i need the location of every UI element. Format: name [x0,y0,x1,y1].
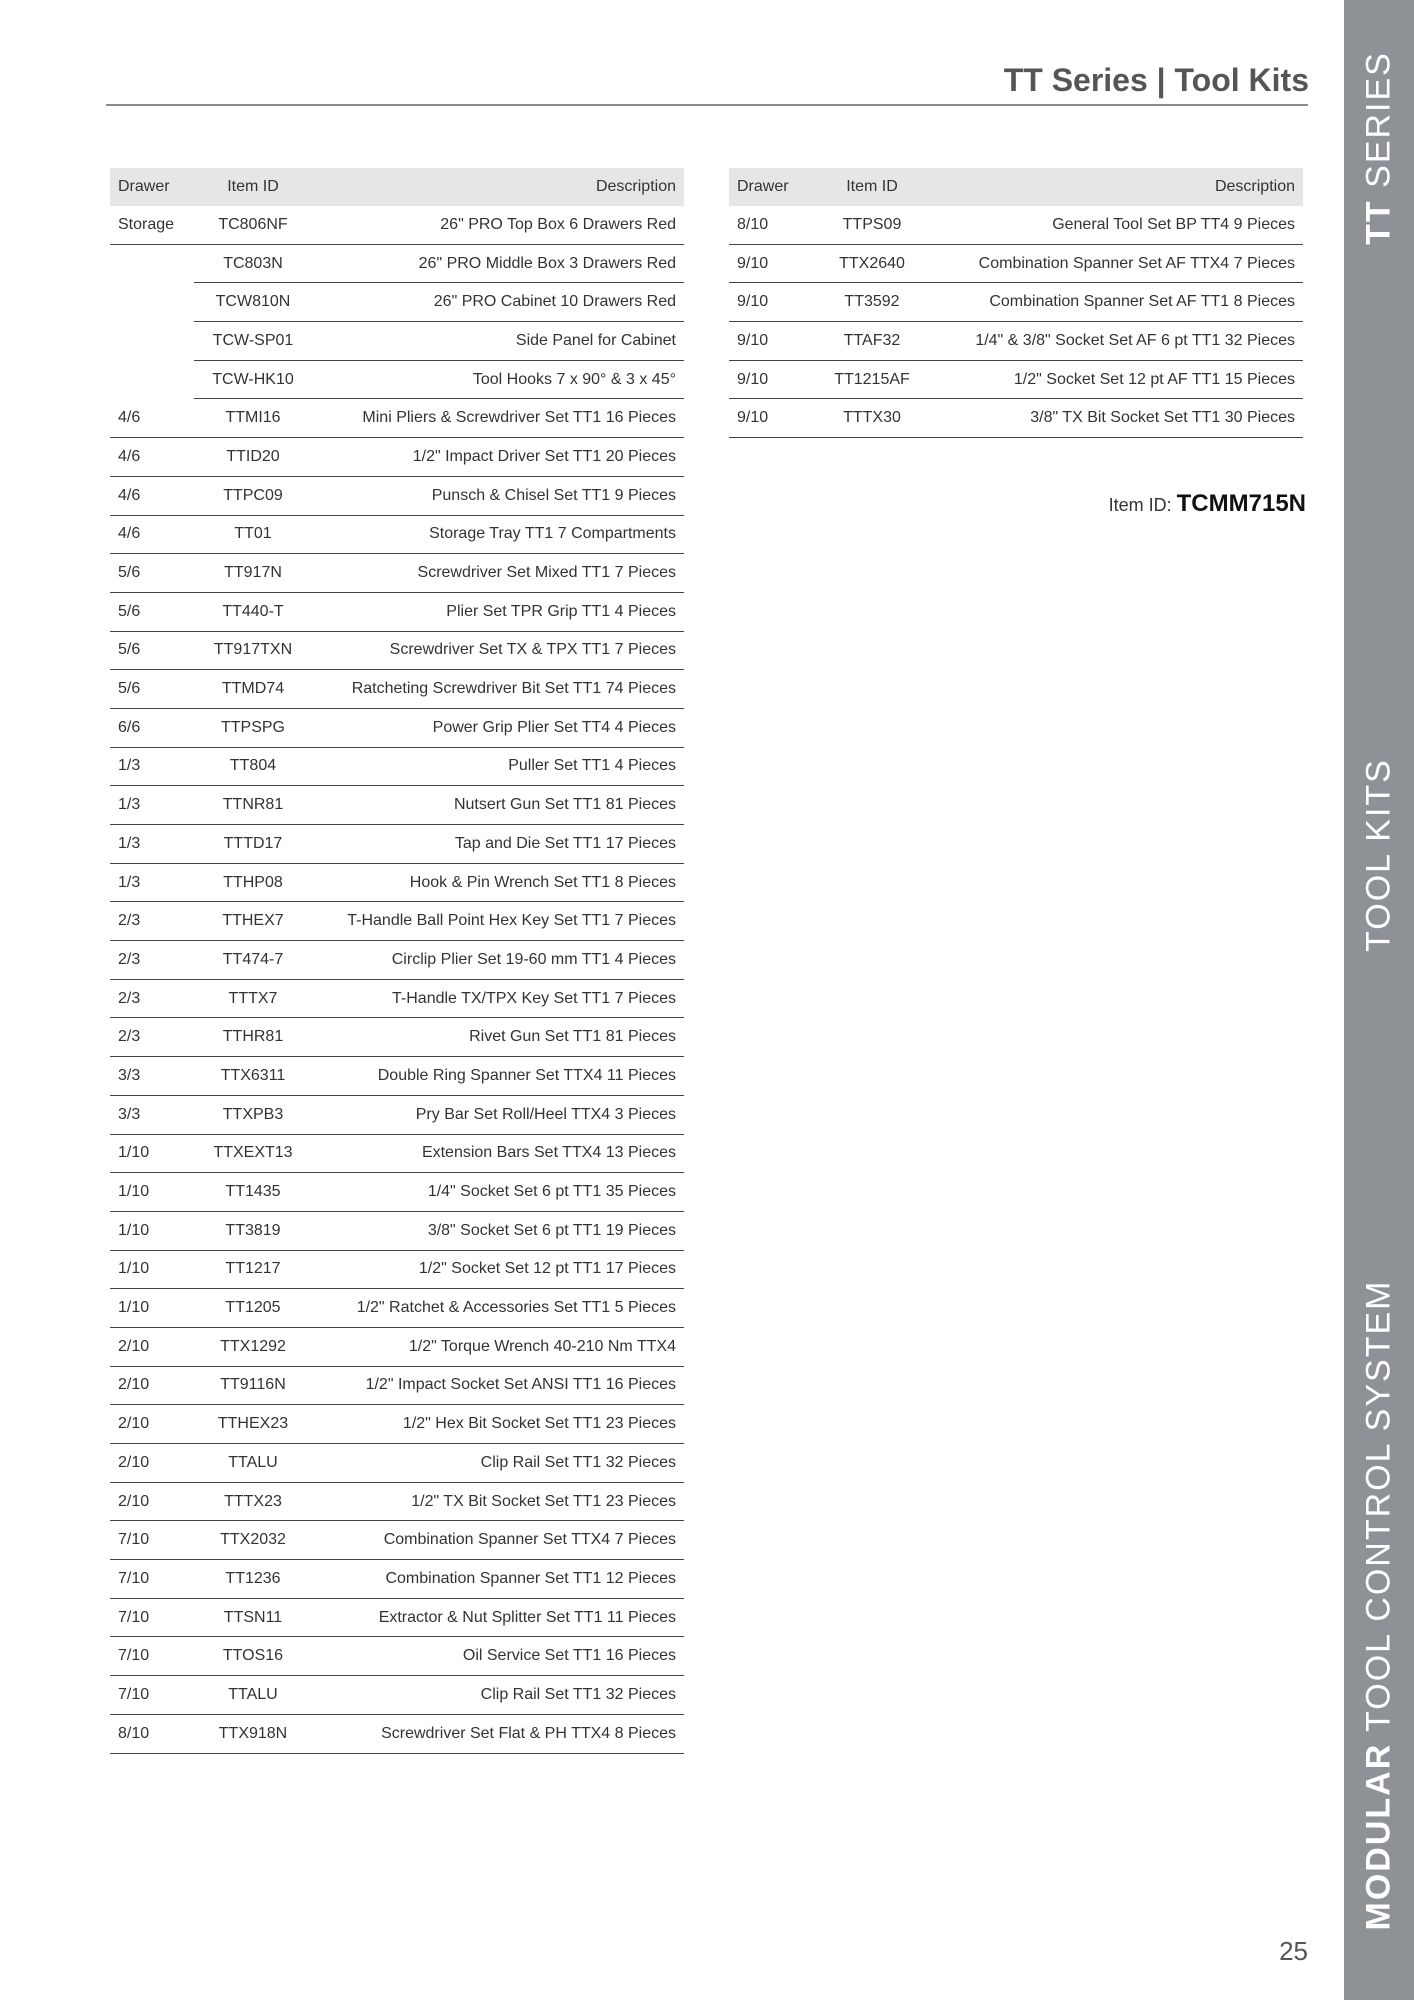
table-row [729,206,1303,244]
cell-drawer [110,360,194,399]
sidebar-system-label [1360,1280,1399,1931]
table-header-row [110,168,684,206]
cell-description: 1/2" Ratchet & Accessories Set TT1 5 Pieces [312,1289,684,1328]
cell-item-id: TTX2640 [813,244,931,283]
cell-drawer [110,322,194,361]
cell-item-id: TTMI16 [194,399,312,438]
table-row [110,283,684,322]
cell-drawer: 3/3 [110,1057,194,1096]
cell-drawer: 6/6 [110,708,194,747]
cell-item-id: TTALU [194,1676,312,1715]
cell-description: 26" PRO Top Box 6 Drawers Red [312,206,684,244]
cell-drawer: 5/6 [110,670,194,709]
column-header-drawer: Drawer [729,168,813,206]
cell-item-id: TT1215AF [813,360,931,399]
table-row [110,786,684,825]
cell-drawer: 1/10 [110,1173,194,1212]
cell-drawer: 5/6 [110,631,194,670]
cell-item-id: TTMD74 [194,670,312,709]
table-row [110,1134,684,1173]
cell-drawer: 1/10 [110,1211,194,1250]
cell-drawer: 2/10 [110,1444,194,1483]
table-row [110,1366,684,1405]
cell-description: Pry Bar Set Roll/Heel TTX4 3 Pieces [312,1095,684,1134]
cell-drawer: 7/10 [110,1521,194,1560]
cell-description: Combination Spanner Set TTX4 7 Pieces [312,1521,684,1560]
table-row [110,631,684,670]
cell-drawer: 5/6 [110,592,194,631]
cell-drawer: 4/6 [110,438,194,477]
sidebar-system-rest: TOOL CONTROL SYSTEM [1359,1279,1398,1732]
cell-description: Hook & Pin Wrench Set TT1 8 Pieces [312,863,684,902]
table-row [729,399,1303,438]
column-header-item-id: Item ID [813,168,931,206]
kit-item-id [1109,490,1306,518]
cell-description: 3/8" Socket Set 6 pt TT1 19 Pieces [312,1211,684,1250]
cell-item-id: TTALU [194,1444,312,1483]
cell-item-id: TTHEX23 [194,1405,312,1444]
table-row [110,941,684,980]
cell-drawer: 2/3 [110,1018,194,1057]
cell-description: 3/8" TX Bit Socket Set TT1 30 Pieces [931,399,1303,438]
cell-item-id: TT01 [194,515,312,554]
cell-item-id: TT1236 [194,1560,312,1599]
cell-item-id: TTOS16 [194,1637,312,1676]
cell-item-id: TT3819 [194,1211,312,1250]
cell-drawer: 2/3 [110,902,194,941]
cell-item-id: TT1217 [194,1250,312,1289]
table-row [110,515,684,554]
cell-drawer [110,244,194,283]
table-row [110,1637,684,1676]
cell-drawer: 7/10 [110,1560,194,1599]
table-row [110,747,684,786]
sidebar-band [1344,0,1414,2000]
cell-item-id: TTSN11 [194,1598,312,1637]
table-row [110,1676,684,1715]
cell-description: 1/4" Socket Set 6 pt TT1 35 Pieces [312,1173,684,1212]
cell-description: Power Grip Plier Set TT4 4 Pieces [312,708,684,747]
cell-drawer: 7/10 [110,1637,194,1676]
cell-drawer: 1/10 [110,1134,194,1173]
cell-item-id: TTPC09 [194,476,312,515]
table-row [729,360,1303,399]
cell-item-id: TTXPB3 [194,1095,312,1134]
cell-drawer: 9/10 [729,283,813,322]
table-row [110,979,684,1018]
cell-item-id: TT474-7 [194,941,312,980]
cell-description: 1/4" & 3/8" Socket Set AF 6 pt TT1 32 Pieces [931,322,1303,361]
cell-drawer: 2/3 [110,979,194,1018]
cell-description: T-Handle TX/TPX Key Set TT1 7 Pieces [312,979,684,1018]
cell-description: 1/2" Impact Driver Set TT1 20 Pieces [312,438,684,477]
table-row [110,244,684,283]
table-row [729,244,1303,283]
cell-drawer: 7/10 [110,1676,194,1715]
cell-item-id: TTPSPG [194,708,312,747]
table-row [110,360,684,399]
cell-item-id: TTHR81 [194,1018,312,1057]
cell-drawer: 1/3 [110,825,194,864]
cell-drawer: 9/10 [729,399,813,438]
cell-description: Combination Spanner Set AF TT1 8 Pieces [931,283,1303,322]
cell-description: Nutsert Gun Set TT1 81 Pieces [312,786,684,825]
table-row [110,1018,684,1057]
cell-description: 1/2" Torque Wrench 40-210 Nm TTX4 [312,1327,684,1366]
table-row [110,1057,684,1096]
cell-description: 1/2" Socket Set 12 pt AF TT1 15 Pieces [931,360,1303,399]
table-row [110,1095,684,1134]
cell-item-id: TCW810N [194,283,312,322]
cell-description: Extension Bars Set TTX4 13 Pieces [312,1134,684,1173]
table-row [110,1598,684,1637]
header-divider [106,104,1308,106]
table-row [110,902,684,941]
column-header-description: Description [931,168,1303,206]
cell-description: Tool Hooks 7 x 90° & 3 x 45° [312,360,684,399]
cell-description: Combination Spanner Set TT1 12 Pieces [312,1560,684,1599]
cell-description: Screwdriver Set TX & TPX TT1 7 Pieces [312,631,684,670]
cell-description: Ratcheting Screwdriver Bit Set TT1 74 Pieces [312,670,684,709]
cell-item-id: TTTX30 [813,399,931,438]
cell-drawer: 1/3 [110,863,194,902]
cell-item-id: TTTD17 [194,825,312,864]
cell-description: 26" PRO Middle Box 3 Drawers Red [312,244,684,283]
cell-drawer: 1/10 [110,1289,194,1328]
cell-drawer: 3/3 [110,1095,194,1134]
cell-drawer: 5/6 [110,554,194,593]
table-row [110,1289,684,1328]
cell-item-id: TT3592 [813,283,931,322]
cell-description: Side Panel for Cabinet [312,322,684,361]
cell-description: 1/2" Socket Set 12 pt TT1 17 Pieces [312,1250,684,1289]
page-title: TT Series | Tool Kits [1003,62,1309,98]
cell-description: 1/2" Impact Socket Set ANSI TT1 16 Pieces [312,1366,684,1405]
cell-item-id: TTHEX7 [194,902,312,941]
cell-description: Storage Tray TT1 7 Compartments [312,515,684,554]
cell-item-id: TT917TXN [194,631,312,670]
sidebar-section-label: TOOL KITS [1359,758,1398,952]
cell-drawer: 4/6 [110,399,194,438]
sidebar-system-bold: MODULAR [1359,1742,1398,1931]
cell-drawer: 9/10 [729,322,813,361]
cell-description: Tap and Die Set TT1 17 Pieces [312,825,684,864]
cell-description: 26" PRO Cabinet 10 Drawers Red [312,283,684,322]
cell-drawer: 2/10 [110,1366,194,1405]
cell-description: 1/2" Hex Bit Socket Set TT1 23 Pieces [312,1405,684,1444]
cell-drawer: 8/10 [729,206,813,244]
cell-item-id: TTX918N [194,1714,312,1753]
table-row [110,1211,684,1250]
cell-drawer: 9/10 [729,244,813,283]
cell-description: General Tool Set BP TT4 9 Pieces [931,206,1303,244]
table-row [110,1250,684,1289]
cell-item-id: TTNR81 [194,786,312,825]
cell-description: Extractor & Nut Splitter Set TT1 11 Pieces [312,1598,684,1637]
cell-item-id: TTX6311 [194,1057,312,1096]
cell-item-id: TTXEXT13 [194,1134,312,1173]
cell-description: Puller Set TT1 4 Pieces [312,747,684,786]
cell-drawer: 2/10 [110,1327,194,1366]
cell-item-id: TC803N [194,244,312,283]
cell-drawer: 4/6 [110,515,194,554]
kit-item-id-value: TCMM715N [1176,490,1306,517]
table-row [110,1521,684,1560]
table-row [110,476,684,515]
sidebar-series-label [1360,51,1399,245]
table-row [110,554,684,593]
cell-drawer: 2/10 [110,1482,194,1521]
table-row [110,670,684,709]
cell-item-id: TCW-HK10 [194,360,312,399]
cell-item-id: TTTX7 [194,979,312,1018]
cell-description: Clip Rail Set TT1 32 Pieces [312,1676,684,1715]
cell-item-id: TT1205 [194,1289,312,1328]
cell-item-id: TTX2032 [194,1521,312,1560]
table-row [110,1714,684,1753]
left-parts-table [110,168,684,1754]
table-row [110,863,684,902]
table-row [110,399,684,438]
table-row [110,1173,684,1212]
sidebar-series-bold: TT [1359,199,1398,245]
cell-item-id: TCW-SP01 [194,322,312,361]
table-row [110,1405,684,1444]
cell-drawer: Storage [110,206,194,244]
column-header-description: Description [312,168,684,206]
cell-description: Circlip Plier Set 19-60 mm TT1 4 Pieces [312,941,684,980]
table-row [110,322,684,361]
cell-description: Rivet Gun Set TT1 81 Pieces [312,1018,684,1057]
cell-item-id: TT917N [194,554,312,593]
cell-item-id: TT1435 [194,1173,312,1212]
table-row [110,708,684,747]
cell-description: 1/2" TX Bit Socket Set TT1 23 Pieces [312,1482,684,1521]
table-row [110,1327,684,1366]
cell-item-id: TT804 [194,747,312,786]
cell-item-id: TT440-T [194,592,312,631]
cell-item-id: TTX1292 [194,1327,312,1366]
cell-description: Screwdriver Set Flat & PH TTX4 8 Pieces [312,1714,684,1753]
cell-drawer: 7/10 [110,1598,194,1637]
table-row [110,1444,684,1483]
cell-drawer: 1/3 [110,786,194,825]
kit-item-id-label: Item ID: [1108,495,1172,515]
cell-item-id: TTAF32 [813,322,931,361]
cell-description: T-Handle Ball Point Hex Key Set TT1 7 Pieces [312,902,684,941]
cell-description: Plier Set TPR Grip TT1 4 Pieces [312,592,684,631]
cell-description: Oil Service Set TT1 16 Pieces [312,1637,684,1676]
table-row [729,322,1303,361]
cell-description: Screwdriver Set Mixed TT1 7 Pieces [312,554,684,593]
sidebar-series-rest: SERIES [1359,51,1398,188]
cell-item-id: TT9116N [194,1366,312,1405]
table-row [110,438,684,477]
column-header-item-id: Item ID [194,168,312,206]
cell-description: Mini Pliers & Screwdriver Set TT1 16 Pieces [312,399,684,438]
table-row [110,1560,684,1599]
cell-drawer: 1/3 [110,747,194,786]
cell-item-id: TTTX23 [194,1482,312,1521]
table-header-row [729,168,1303,206]
cell-drawer [110,283,194,322]
cell-description: Combination Spanner Set AF TTX4 7 Pieces [931,244,1303,283]
cell-description: Double Ring Spanner Set TTX4 11 Pieces [312,1057,684,1096]
cell-item-id: TC806NF [194,206,312,244]
cell-item-id: TTPS09 [813,206,931,244]
cell-drawer: 1/10 [110,1250,194,1289]
cell-description: Punsch & Chisel Set TT1 9 Pieces [312,476,684,515]
page-number: 25 [1279,1936,1308,1966]
table-row [110,592,684,631]
right-parts-table [729,168,1303,438]
column-header-drawer: Drawer [110,168,194,206]
cell-item-id: TTHP08 [194,863,312,902]
cell-item-id: TTID20 [194,438,312,477]
cell-drawer: 8/10 [110,1714,194,1753]
table-row [729,283,1303,322]
table-row [110,1482,684,1521]
table-row [110,825,684,864]
cell-drawer: 9/10 [729,360,813,399]
cell-drawer: 4/6 [110,476,194,515]
cell-drawer: 2/3 [110,941,194,980]
table-row [110,206,684,244]
cell-description: Clip Rail Set TT1 32 Pieces [312,1444,684,1483]
cell-drawer: 2/10 [110,1405,194,1444]
